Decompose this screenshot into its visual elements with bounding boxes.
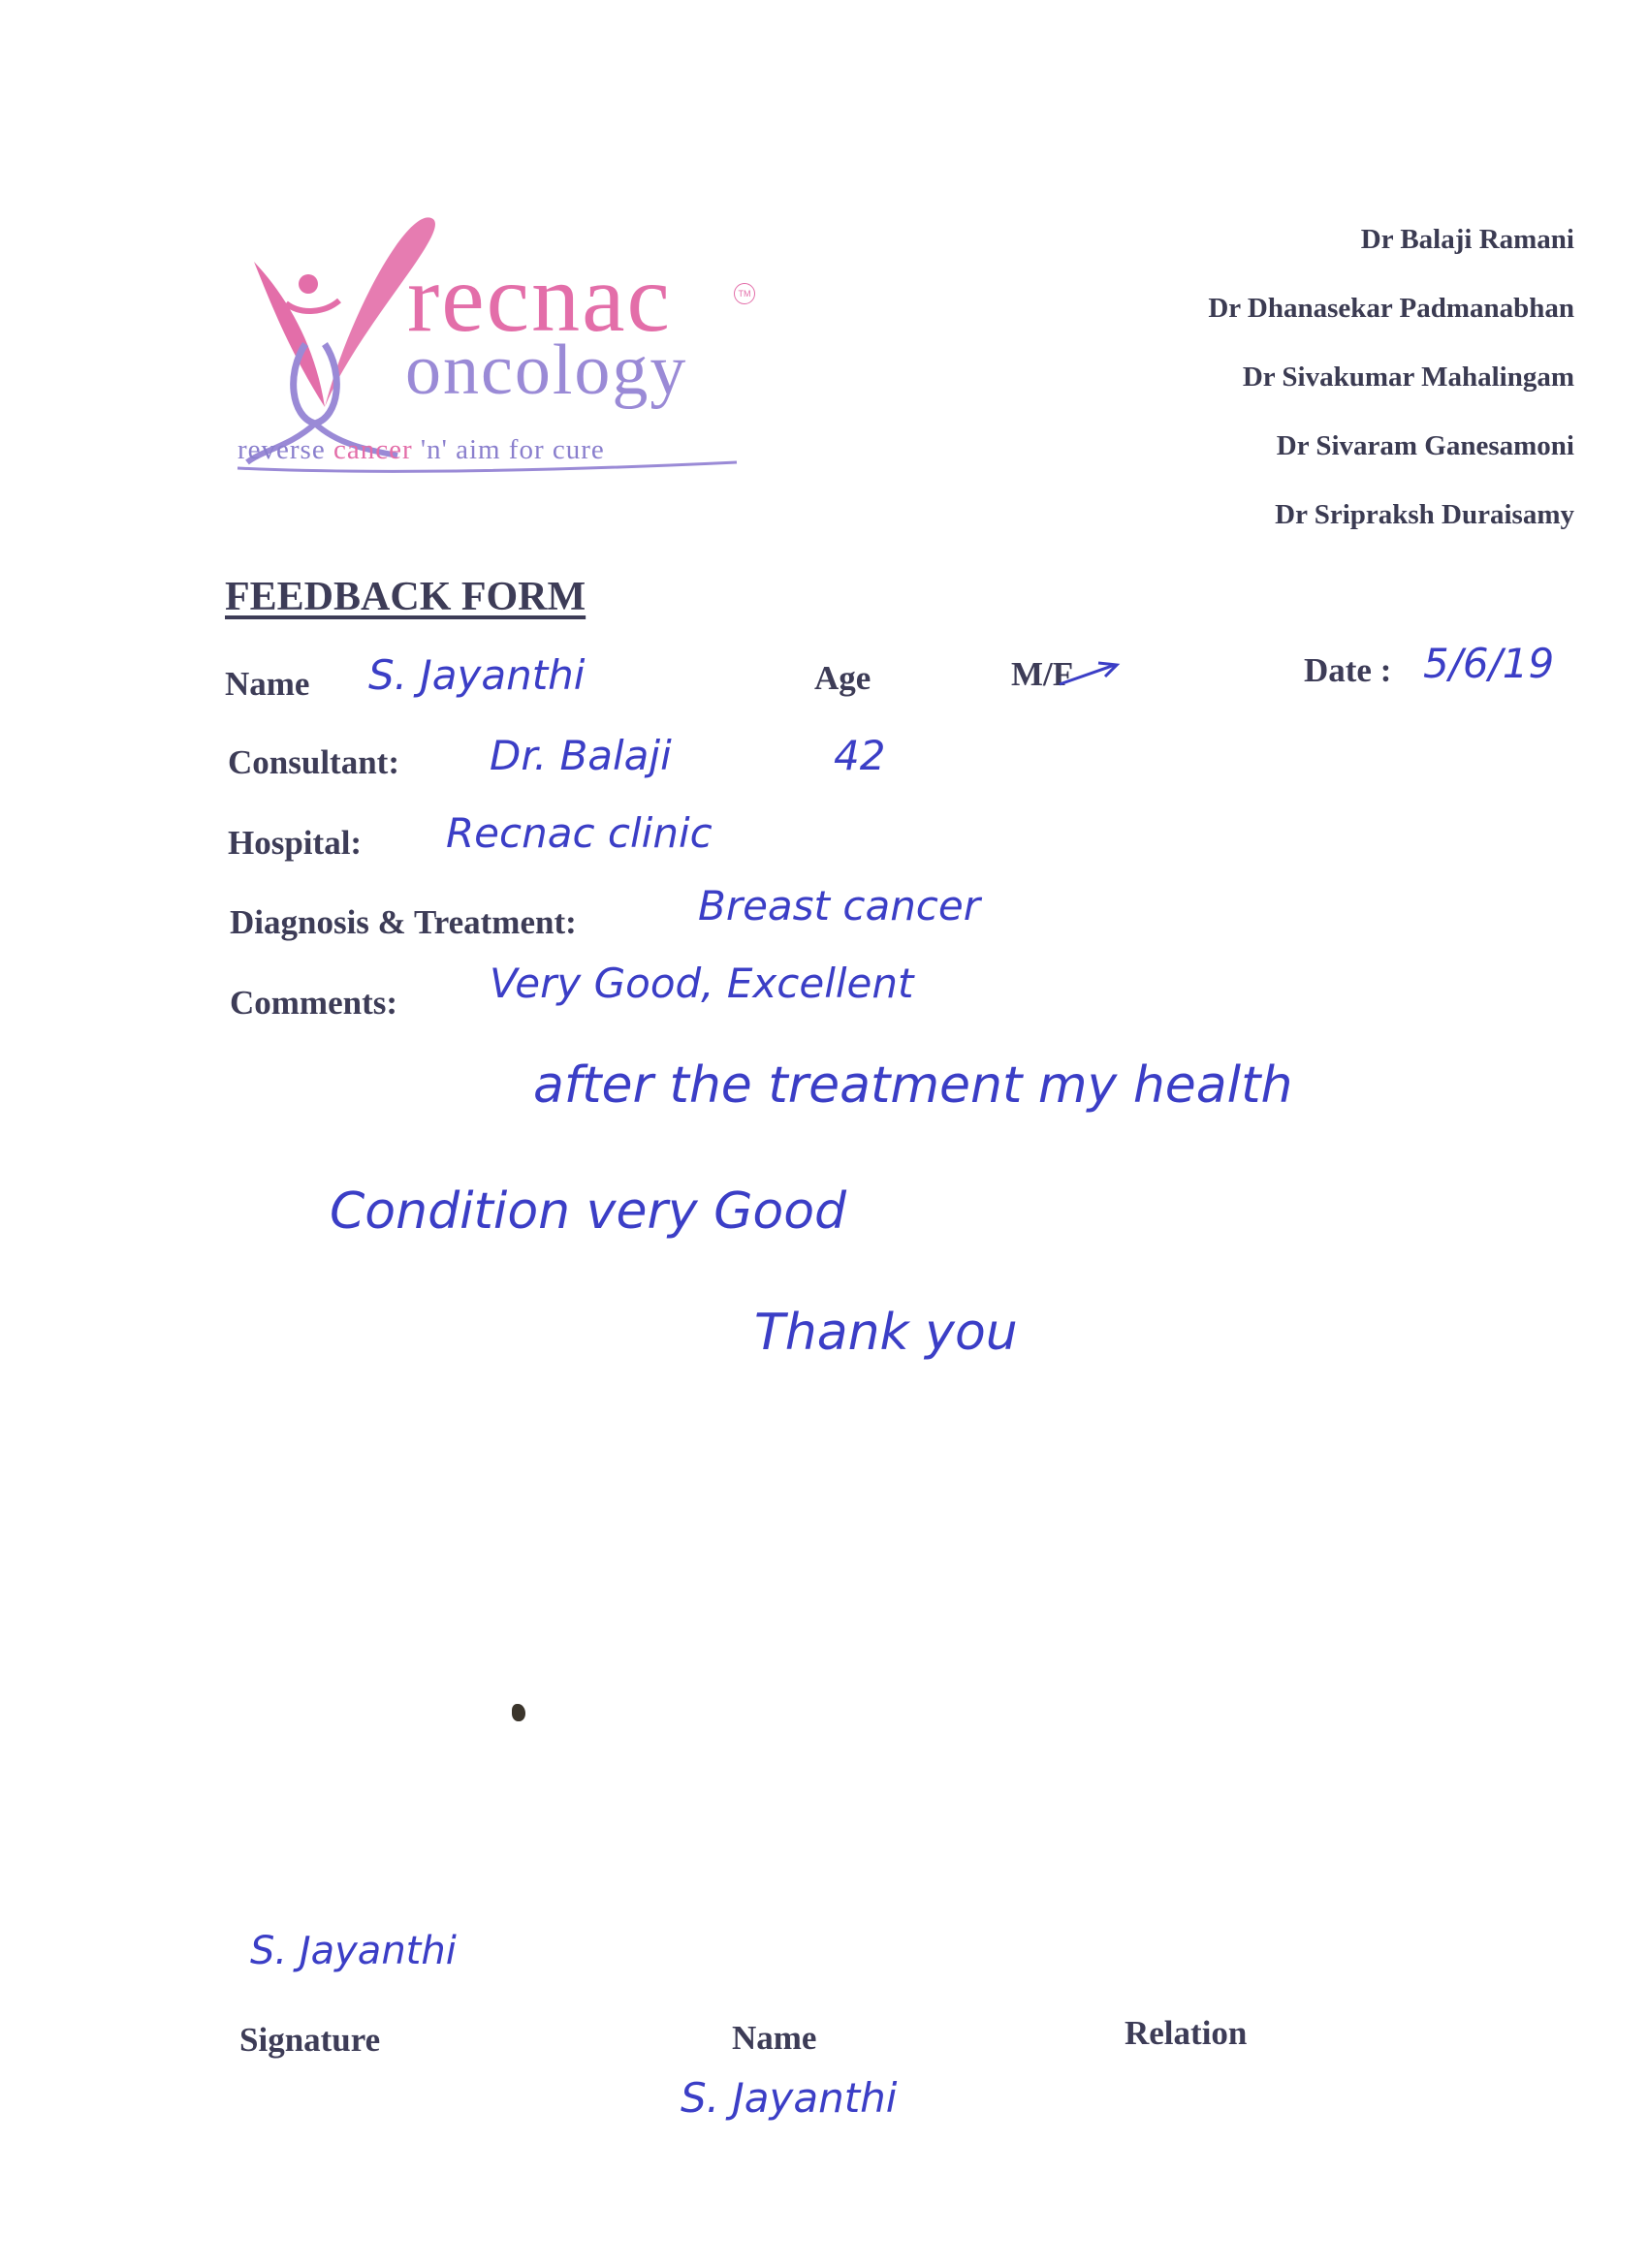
age-value: 42 [834, 732, 886, 779]
age-label: Age [814, 659, 872, 697]
form-title: FEEDBACK FORM [225, 575, 586, 619]
footer-name-value: S. Jayanthi [681, 2074, 898, 2122]
consultant-label: Consultant: [228, 743, 399, 781]
name-label: Name [225, 665, 310, 703]
comment-line: Thank you [754, 1304, 1018, 1362]
diagnosis-label: Diagnosis & Treatment: [230, 903, 577, 941]
doctor-name: Dr Dhanasekar Padmanabhan [1208, 293, 1574, 324]
date-label: Date : [1304, 651, 1392, 689]
logo-tagline [238, 434, 605, 466]
name-value: S. Jayanthi [368, 651, 586, 699]
doctor-name: Dr Sivakumar Mahalingam [1242, 362, 1574, 393]
comment-line: Condition very Good [330, 1182, 847, 1241]
doctor-name: Dr Sivaram Ganesamoni [1276, 430, 1574, 461]
tagline-part2: cancer [333, 434, 413, 465]
doctor-name: Dr Sripraksh Duraisamy [1275, 499, 1574, 530]
ink-blot [512, 1704, 525, 1721]
consultant-value: Dr. Balaji [490, 732, 672, 779]
signature-value: S. Jayanthi [250, 1929, 457, 1973]
logo-name-line1: recnac [407, 244, 672, 352]
doctor-name: Dr Balaji Ramani [1360, 224, 1574, 255]
signature-label: Signature [239, 2021, 381, 2059]
trademark-badge: TM [734, 283, 755, 304]
strike-mark-icon [1055, 655, 1123, 694]
gender-label: M/F [1011, 655, 1074, 693]
logo-name-line2: oncology [405, 331, 688, 410]
hospital-label: Hospital: [228, 824, 363, 862]
relation-label: Relation [1125, 2014, 1248, 2052]
comments-label: Comments: [230, 984, 398, 1022]
doctors-list [1208, 205, 1574, 550]
tagline-part1: reverse [238, 434, 333, 465]
footer-name-label: Name [732, 2019, 817, 2057]
tagline-part3: 'n' aim for cure [412, 434, 605, 465]
comment-line: Very Good, Excellent [490, 960, 914, 1007]
comment-line: after the treatment my health [533, 1056, 1293, 1115]
diagnosis-value: Breast cancer [698, 882, 981, 929]
date-value: 5/6/19 [1423, 640, 1555, 687]
hospital-value: Recnac clinic [446, 809, 713, 857]
